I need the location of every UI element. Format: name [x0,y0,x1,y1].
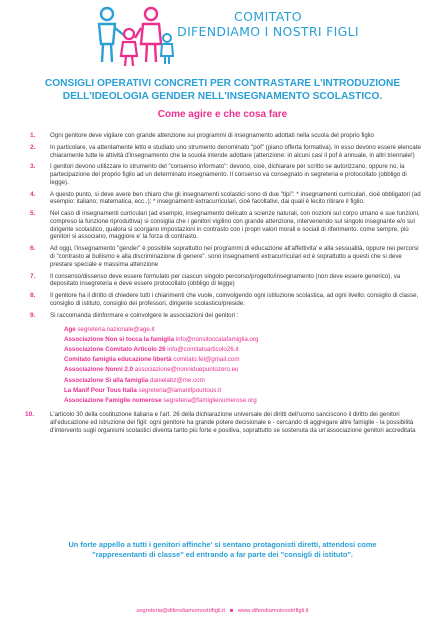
item-text: Ogni genitore deve vigilare con grande attenzione sui programmi di insegnamento adottati nella scuola del proprio figlio [50,132,374,139]
list-item [30,143,424,159]
advice-list [25,132,424,438]
association-item [64,355,424,365]
family-figures-icon [95,4,175,72]
item-text: Il consenso/dissenso deve essere formulato per ciascun singolo percorso/progetto/insegnamento (non deve essere generico), va depositato insegreteria e deve essere protocollato (obbligo di legge) [50,272,401,288]
title-line-2: DELL'IDEOLOGIA GENDER NELL'INSEGNAMENTO SCOLASTICO. [62,90,383,102]
list-item [25,411,424,434]
association-item [64,386,424,396]
item-number: 8. [30,292,36,300]
list-item [30,245,424,268]
brand-name [168,10,368,40]
association-name: La Manif Pour Tous Italia [64,386,137,394]
association-email[interactable]: info@nonsitoccalafamiglia.org [175,335,259,343]
brand-line-2: DIFENDIAMO I NOSTRI FIGLI [177,24,359,39]
association-item [64,376,424,386]
item-number: 2. [30,143,36,151]
item-number: 3. [30,163,36,171]
association-name: Comitato famiglia educazione libertà [64,356,172,364]
item-text: I genitori devono utilizzare lo strumento del "consenso informato": devono, cioè, dichiarare per scritto se autorizzano, oppure no, la partecipazione del proprio figlio ad un determinato insegnamento. Il consenso va consegnato in segreteria e protocollato (obbligo di legge). [50,163,407,186]
association-email[interactable]: danielabz@me.com [150,376,205,384]
item-number: 5. [30,210,36,218]
list-item [30,272,424,288]
brand-line-1: COMITATO [234,9,302,24]
item-text: Nel caso di insegnamenti curriculari (ad esempio, insegnamento delicato a scienze naturali, con nozioni sul corpo umano e sue funzioni, compreso la funzione riproduttiva) si consiglia che i genitori vigilino con grande attenzione, intervenendo sul singolo insegnante e/o sul dirigente scolastico, qualora si scorgano impostazioni in contrasto con i propri valori morali e sociali di riferimento. come sempre, più genitori si associano, maggiore e' la forza di contrasto. [50,210,420,241]
list-item [30,132,424,140]
title-line-1: CONSIGLI OPERATIVI CONCRETI PER CONTRASTARE L'INTRODUZIONE [44,78,401,89]
association-list [64,325,424,407]
item-number: 9. [30,311,36,319]
association-item [64,396,424,406]
document-title [20,78,425,103]
association-name: Associazione Nonni 2.0 [64,366,134,374]
association-email[interactable]: info@comitatoarticolo26.it [167,345,239,353]
separator-icon: ■ [229,608,234,614]
association-name: Associazione Comitato Articolo 26 [64,345,166,353]
association-item [64,345,424,355]
list-item [30,210,424,241]
association-email[interactable]: segreteria@famiglienumerose.org [163,396,257,404]
association-email[interactable]: segreteria@lamanifpourtous.it [138,386,222,394]
call-to-action-line-2: "rappresentanti di classe" ed entrando a far parte dei "consigli di istituto". [92,549,353,559]
list-item [30,190,424,206]
item-text: L'articolo 30 della costituzione italiana e l'art. 26 della dichiarazione universale dei diritti dell'uomo sanciscono il diritto dei genitori all'educazione ed istruzione dei figli: ogni genitore ha grande potere decisionale e - cercando di aggregare altre famiglie - la possibilità d'intervento sugli organismi scolastici diventa tanto più forte e positiva, soprattutto se sostenuta da un'associazione genitori accreditata [50,411,416,434]
item-text: Il genitore ha il diritto di chiedere tutti i chiarimenti che vuole, coinvolgendo ogni istituzione scolastica, ad ogni livello: consiglio di classe, consiglio di istituto, consiglio dei professori, dirigente scolastico/preside. [50,292,419,307]
association-item [64,335,424,345]
association-item [64,325,424,335]
footer-contacts [0,608,445,614]
association-name: Associazione Sì alla famiglia [64,376,149,384]
list-item [30,292,424,307]
item-text: Si raccomanda diinformare e coinvolgere le associazioni dei genitori : [50,311,239,319]
association-name: Age [64,325,76,333]
list-item [30,311,424,406]
list-item [30,163,424,186]
item-number: 6. [30,245,36,253]
footer-email[interactable]: segreteria@difendiamoinostrifigli.it [136,608,226,614]
call-to-action-line-1: Un forte appello a tutti i genitori affinche' si sentano protagonisti diretti, attendosi come [68,540,377,549]
call-to-action [40,540,405,559]
association-email[interactable]: segreteria.nazionale@age.it [77,325,155,333]
item-number: 7. [30,272,36,280]
item-number: 1. [30,132,36,139]
item-number: 4. [30,190,36,198]
item-text: Ad oggi, l'insegnamento "gender" è possibile soprattutto nei programmi di educazione all'affettivita' e alla sessualità, oppure nei percorsi di "contrasto al bullismo e alla discriminazione di genere". sono insegnamenti extracurriculari ed è soprattutto a questi che si deve prestare speciale e massima attenzione [50,245,419,268]
association-email[interactable]: comitato.fel@gmail.com [173,356,240,364]
item-text: A questo punto, si deve avere ben chiaro che gli insegnamenti scolastici sono di due "tipi": * insegnamenti curriculari, cioè obbligatori (ad esempio: italiano; matematica, ecc..); * insegnamenti extracurriculari, cioè facoltativi, dai quali è lecito ritirare il figlio. [50,190,421,206]
document-subtitle: Come agire e che cosa fare [157,109,288,120]
association-email[interactable]: associazione@nonniduepuntozero.eu [134,366,239,374]
footer-website[interactable]: www.difendiamoinostrifigli.it [237,608,309,614]
item-number: 10. [25,411,35,419]
association-item [64,365,424,375]
association-name: Associazione Famiglie numerose [64,396,162,404]
association-name: Associazione Non si tocca la famiglia [64,335,175,343]
item-text: In particolare, va attentamente letto e studiato uno strumento denominato "pof" (piano offerta formativa). In esso devono essere elencate chiaramente tutte le attività d'insegnamento che la scuola intende adottare (attenzione: in alcuni casi il pof è annuale, in altri triennale!) [50,143,421,159]
